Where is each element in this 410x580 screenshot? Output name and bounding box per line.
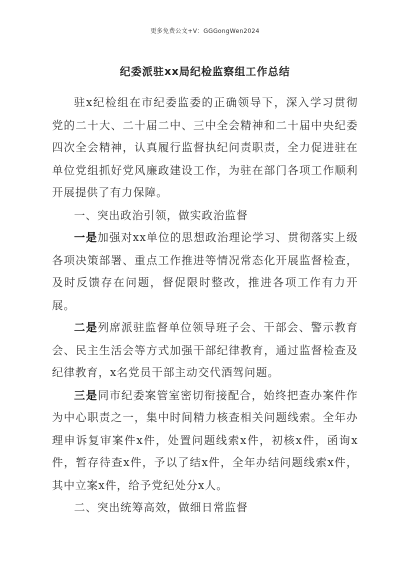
point-2-lead: 二是 <box>74 321 98 334</box>
document-body <box>52 92 358 520</box>
paragraph-point-1 <box>52 227 358 317</box>
point-3-text: 同市纪委案管室密切衔接配合，始终把查办案件作为中心职责之一，集中时间精力核查相关问题线索。全年办理申诉复审案件x件，处置问题线索x件，初核x件，函询x件，暂存待查x件，予以了结x件，全年办结问题线索x件，其中立案x件，给予党纪处分x人。 <box>52 388 358 492</box>
section-heading-1-text: 一、突出政治引领，做实政治监督 <box>74 208 248 222</box>
intro-paragraph: 驻x纪检组在市纪委监委的正确领导下，深入学习贯彻党的二十大、二十届二中、三中全会精神和二十届中央纪委四次全会精神，认真履行监督执纪问责职责，全力促进驻在单位党组抓好党风廉政建设工作，为驻在部门各项工作顺利开展提供了有力保障。 <box>52 96 358 199</box>
point-3-lead: 三是 <box>74 388 98 402</box>
point-2-text: 列席派驻监督单位领导班子会、干部会、警示教育会、民主生活会等方式加强干部纪律教育，通过监督检查及纪律教育，x名党员干部主动交代酒驾问题。 <box>52 321 358 379</box>
point-1-text: 加强对xx单位的思想政治理论学习、贯彻落实上级各项决策部署、重点工作推进等情况常态化开展监督检查，及时反馈存在问题，督促限时整改，推进各项工作有力开展。 <box>52 231 358 312</box>
point-1-lead: 一是 <box>74 231 98 244</box>
paragraph-point-2 <box>52 317 358 385</box>
section-heading-1 <box>52 205 358 228</box>
section-heading-2-text: 二、突出统筹高效，做细日常监督 <box>74 501 248 514</box>
header-note: 更多免费公文+V：GGGongWen2024 <box>150 28 260 35</box>
document-title: 纪委派驻xx局纪检监察组工作总结 <box>119 66 291 78</box>
section-heading-2 <box>52 497 358 520</box>
paragraph-point-3 <box>52 385 358 498</box>
